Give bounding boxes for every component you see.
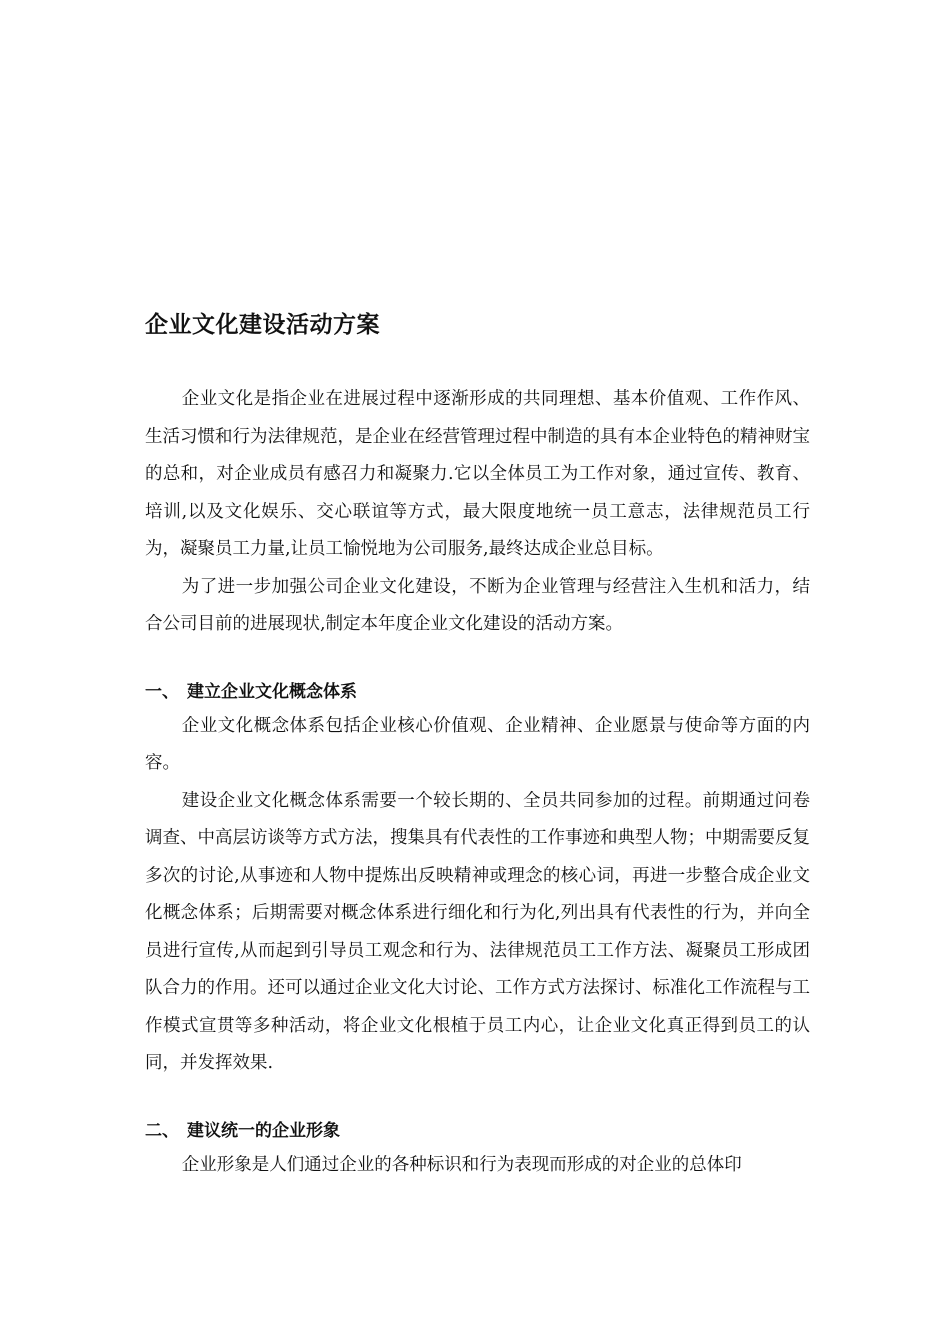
section-1-paragraph-2: 建设企业文化概念体系需要一个较长期的、全员共同参加的过程。前期通过问卷调查、中高层访谈等方式方法，搜集具有代表性的工作事迹和典型人物；中期需要反复多次的讨论,从事迹和人物中提炼出反映精神或理念的核心词，再进一步整合成企业文化概念体系；后期需要对概念体系进行细化和行为化,列出具有代表性的行为，并向全员进行宣传,从而起到引导员工观念和行为、法律规范员工工作方法、凝聚员工形成团队合力的作用。还可以通过企业文化大讨论、工作方式方法探讨、标准化工作流程与工作模式宣贯等多种活动，将企业文化根植于员工内心，让企业文化真正得到员工的认同，并发挥效果.	[145, 790, 810, 1073]
section-2	[145, 1115, 810, 1185]
section-title-2: 建议统一的企业形象	[187, 1120, 340, 1141]
section-title-1: 建立企业文化概念体系	[187, 681, 357, 702]
section-heading-2	[145, 1115, 810, 1147]
document-body	[145, 308, 810, 1184]
section-2-paragraph-1: 企业形象是人们通过企业的各种标识和行为表现而形成的对企业的总体印	[181, 1154, 742, 1175]
document-title: 企业文化建设活动方案	[145, 312, 380, 338]
section-heading-1	[145, 676, 810, 708]
intro-paragraph-1: 企业文化是指企业在进展过程中逐渐形成的共同理想、基本价值观、工作作风、生活习惯和行为法律规范，是企业在经营管理过程中制造的具有本企业特色的精神财宝的总和，对企业成员有感召力和凝聚力.它以全体员工为工作对象，通过宣传、教育、培训,以及文化娱乐、交心联谊等方式，最大限度地统一员工意志，法律规范员工行为，凝聚员工力量,让员工愉悦地为公司服务,最终达成企业总目标。	[145, 389, 810, 559]
section-number-2: 二、	[145, 1120, 179, 1141]
intro-paragraph-2: 为了进一步加强公司企业文化建设，不断为企业管理与经营注入生机和活力，结合公司目前的进展现状,制定本年度企业文化建设的活动方案。	[145, 576, 810, 634]
section-number-1: 一、	[145, 681, 179, 702]
section-1	[145, 676, 810, 1083]
section-1-paragraph-1: 企业文化概念体系包括企业核心价值观、企业精神、企业愿景与使命等方面的内容。	[145, 715, 810, 773]
